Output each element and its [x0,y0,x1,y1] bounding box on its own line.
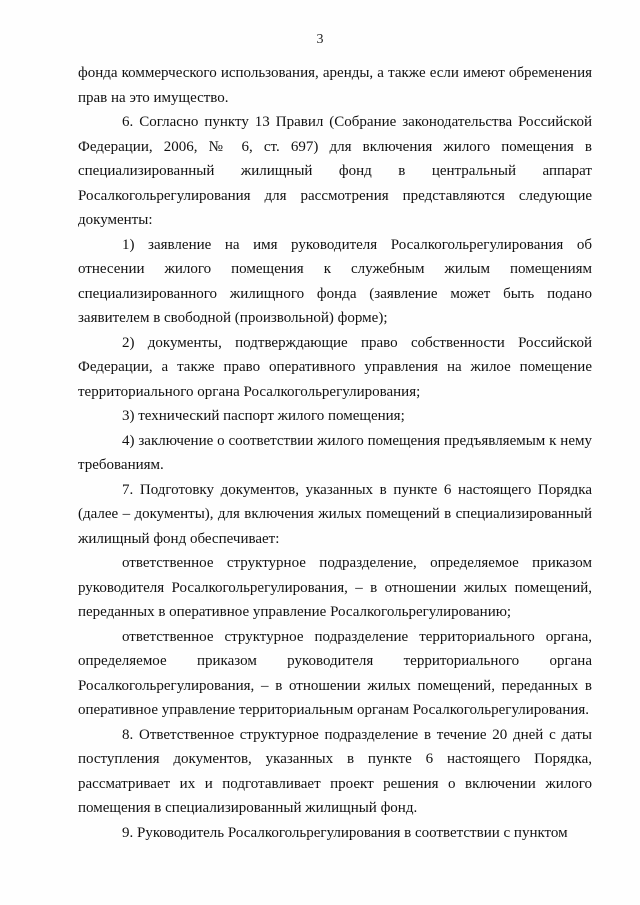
paragraph-item-7-clause-1: ответственное структурное подразделение, определяемое приказом руководителя Росалкогольрегулирования, – в отношении жилых помещений, переданных в оперативное управление Росалкогольрегулированию; [78,555,592,620]
paragraph-item-9: 9. Руководитель Росалкогольрегулирования в соответствии с пунктом [122,824,568,841]
list-item-1: 1) заявление на имя руководителя Росалкогольрегулирования об отнесении жилого помещения к служебным жилым помещениям специализированного жилищного фонда (заявление может быть подано заявителем в свободной (произвольной) форме); [78,236,592,326]
list-item-2: 2) документы, подтверждающие право собственности Российской Федерации, а также право оперативного управления на жилое помещение территориального органа Росалкогольрегулирования; [78,334,592,400]
paragraph-item-6: 6. Согласно пункту 13 Правил (Собрание законодательства Российской Федерации, 2006, № 6, ст. 697) для включения жилого помещения в специализированный жилищный фонд в центральный аппарат Росалкогольрегулирования для рассмотрения представляются следующие документы: [78,114,592,228]
paragraph-continuation: фонда коммерческого использования, аренды, а также если имеют обременения прав на это имущество. [78,65,592,106]
paragraph-item-8: 8. Ответственное структурное подразделение в течение 20 дней с даты поступления документов, указанных в пункте 6 настоящего Порядка, рассматривает их и подготавливает проект решения о включении жилого помещения в специализированный жилищный фонд. [78,726,592,816]
page-number: 3 [316,32,324,47]
paragraph-item-7: 7. Подготовку документов, указанных в пункте 6 настоящего Порядка (далее – документы), для включения жилых помещений в специализированный жилищный фонд обеспечивает: [78,481,592,547]
document-body [78,61,592,845]
paragraph-item-7-clause-2: ответственное структурное подразделение территориального органа, определяемое приказом руководителя территориального органа Росалкогольрегулирования, – в отношении жилых помещений, переданных в оперативное управление территориальным органам Росалкогольрегулирования. [78,628,592,718]
list-item-3: 3) технический паспорт жилого помещения; [122,408,405,424]
list-item-4: 4) заключение о соответствии жилого помещения предъявляемым к нему требованиям. [78,432,592,473]
